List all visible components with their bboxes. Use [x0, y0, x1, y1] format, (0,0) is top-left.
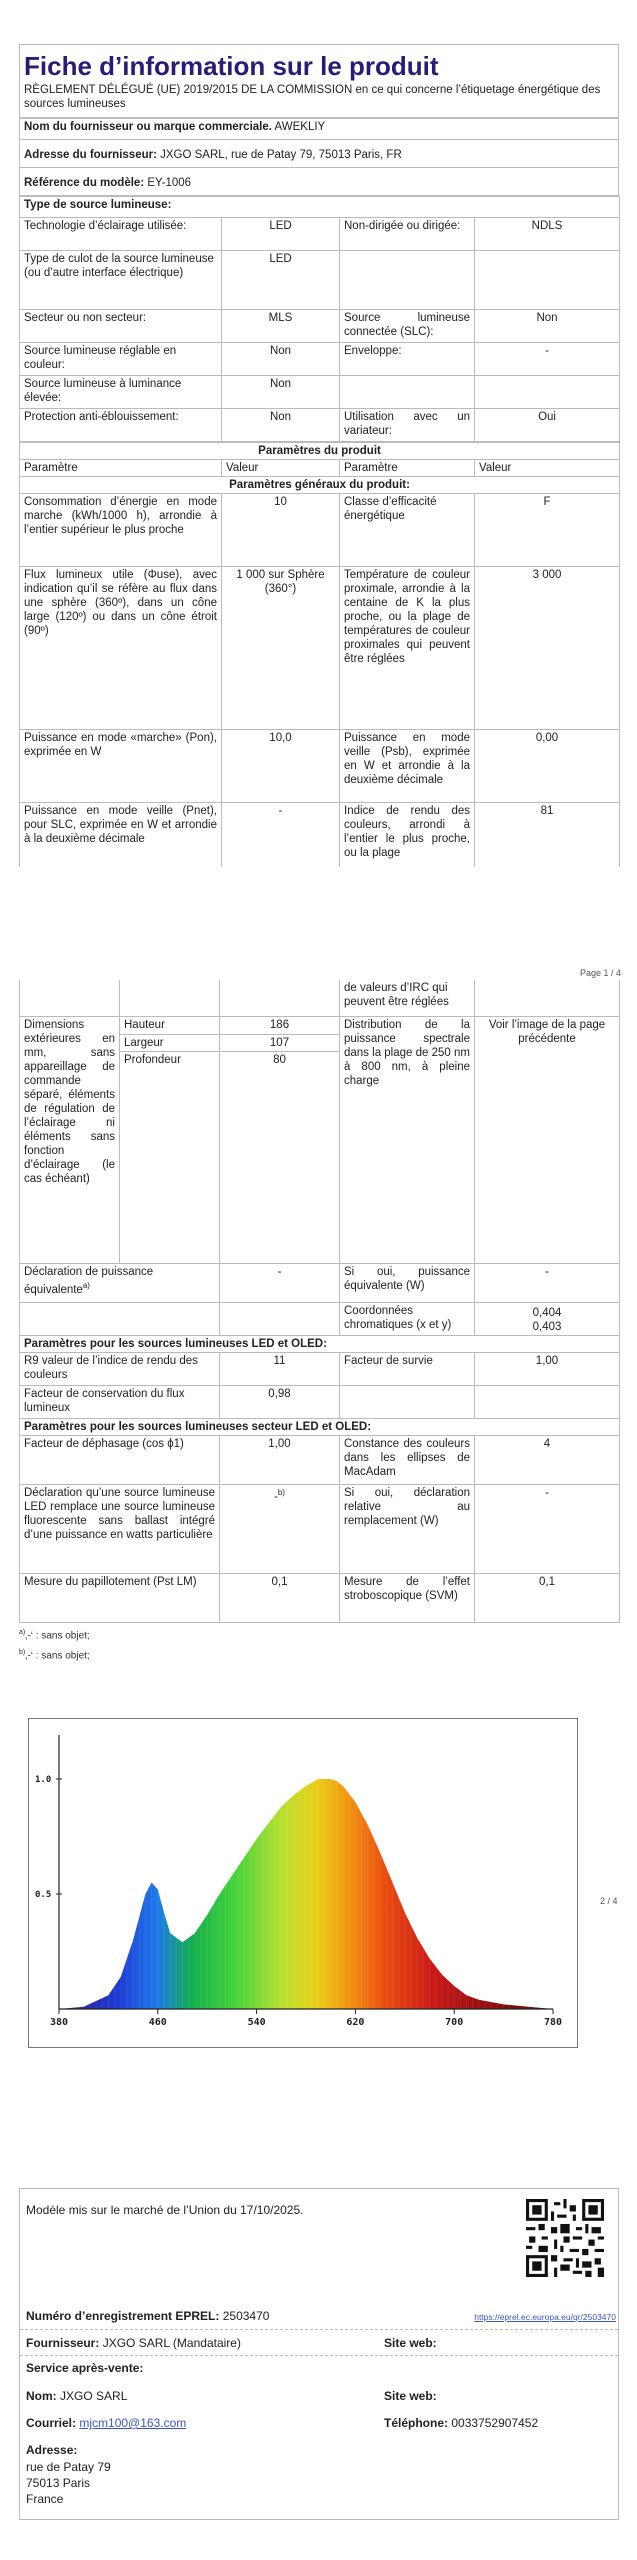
- height-label: Hauteur: [120, 1017, 220, 1035]
- networked-standby-value: -: [222, 803, 340, 868]
- height-value: 186: [220, 1017, 340, 1035]
- colour-consistency-value: 4: [475, 1436, 620, 1485]
- anti-glare-value: Non: [222, 409, 340, 442]
- high-luminance-label: Source lumineuse à luminance élevée:: [20, 376, 222, 409]
- page-title: Fiche d’information sur le produit: [19, 44, 619, 83]
- high-luminance-value: Non: [222, 376, 340, 409]
- standby-power-value: 0,00: [475, 730, 620, 803]
- cct-label: Température de couleur proximale, arrondie à la centaine de K la plus proche, ou la plage de températures de couleur proximales qui peuvent être réglées: [340, 567, 475, 730]
- email-label: Courriel:: [26, 2416, 77, 2430]
- page-number-2: 2 / 4: [600, 1896, 618, 1906]
- chromaticity-label: Coordonnées chromatiques (x et y): [340, 1303, 475, 1336]
- stroboscopic-label: Mesure de l’effet stroboscopique (SVM): [340, 1574, 475, 1623]
- phone-label: Téléphone:: [384, 2416, 449, 2430]
- led-params-heading: Paramètres pour les sources lumineuses LED et OLED:: [20, 1336, 620, 1353]
- eprel-website-label: Site web:: [384, 2336, 437, 2350]
- replacement-watts-value: -: [475, 1485, 620, 1574]
- x-tick-label: 700: [445, 2017, 464, 2028]
- anti-glare-label: Protection anti-éblouissement:: [20, 409, 222, 442]
- eprel-registration: [26, 2309, 269, 2323]
- flicker-label: Mesure du papillotement (Pst LM): [20, 1574, 220, 1623]
- fluorescent-replacement-value: -: [274, 1490, 278, 1503]
- footnote-a-sup: a): [19, 1629, 26, 1636]
- mains-label: Secteur ou non secteur:: [20, 310, 222, 343]
- spectrum-svg: [29, 1719, 577, 2047]
- eprel-section: [19, 2188, 619, 2520]
- lumen-maintenance-label: Facteur de conservation du flux lumineux: [20, 1386, 220, 1419]
- cri-label: Indice de rendu des couleurs, arrondi à l’entier le plus proche, ou la plage: [340, 803, 475, 868]
- equivalent-power-value: -: [220, 1264, 340, 1303]
- params-heading: Paramètres du produit: [20, 443, 620, 460]
- cap-type-label: Type de culot de la source lumineuse: [24, 253, 214, 265]
- survival-factor-value: 1,00: [475, 1353, 620, 1386]
- after-sales-name: [26, 2389, 127, 2403]
- footnote-b: [19, 1649, 619, 1661]
- after-sales-name-label: Nom:: [26, 2389, 57, 2403]
- y-tick-label: 1.0: [35, 1775, 52, 1785]
- after-sales-phone: [384, 2416, 538, 2430]
- colour-tunable-value: Non: [222, 343, 340, 376]
- supplier-name-label: Nom du fournisseur ou marque commerciale.: [24, 121, 272, 133]
- source-type-table: [19, 196, 620, 442]
- empty-cell: [475, 251, 620, 310]
- footnote-a-ref: a): [82, 1281, 90, 1290]
- after-sales-website-label: Site web:: [384, 2389, 437, 2403]
- x-tick-label: 780: [543, 2017, 563, 2028]
- envelope-label: Enveloppe:: [340, 343, 475, 376]
- qr-code-icon[interactable]: [526, 2199, 604, 2277]
- page-2: [19, 980, 619, 1662]
- y-tick-label: 0.5: [35, 1890, 52, 1900]
- general-params-heading: Paramètres généraux du produit:: [20, 477, 620, 494]
- x-tick-label: 540: [247, 2017, 266, 2028]
- eprel-reg-label: Numéro d’enregistrement EPREL:: [26, 2309, 220, 2323]
- displacement-factor-label: Facteur de déphasage (cos ϕ1): [20, 1436, 220, 1485]
- footnote-b-ref: b): [277, 1488, 285, 1497]
- networked-standby-label: Puissance en mode veille (Pnet), pour SLC, exprimée en W et arrondie à la deuxième décimale: [20, 803, 222, 868]
- mains-led-params-heading: Paramètres pour les sources lumineuses secteur LED et OLED:: [20, 1419, 620, 1436]
- product-params-table: [19, 442, 620, 867]
- col-value-header: Valeur: [475, 460, 620, 477]
- dimensions-label: Dimensions extérieures en mm, sans appareillage de commande séparé, éléments de régulation de l’éclairage ni éléments sans fonction d’éclairage (le cas échéant): [20, 1017, 120, 1264]
- col-param-header: Paramètre: [20, 460, 222, 477]
- address-block: [26, 2459, 111, 2507]
- directional-value: NDLS: [475, 218, 620, 251]
- eprel-supplier-value: JXGO SARL (Mandataire): [102, 2336, 241, 2350]
- product-params-table-continued: [19, 980, 620, 1623]
- equivalent-watts-label: Si oui, puissance équivalente (W): [340, 1264, 475, 1303]
- luminous-flux-value: 1 000 sur Sphère (360°): [222, 567, 340, 730]
- footnote-b-sup: b): [19, 1649, 26, 1657]
- supplier-address-label: Adresse du fournisseur:: [24, 149, 157, 161]
- connected-value: Non: [475, 310, 620, 343]
- fluorescent-replacement-value-cell: [220, 1485, 340, 1574]
- supplier-table: [19, 118, 619, 196]
- eprel-supplier: [26, 2336, 241, 2350]
- page-1: [19, 44, 619, 867]
- address-line-1: rue de Patay 79: [26, 2460, 111, 2474]
- chromaticity-y: 0,403: [532, 1321, 562, 1333]
- x-tick-label: 380: [49, 2017, 69, 2028]
- tech-label: Technologie d’éclairage utilisée:: [20, 218, 222, 251]
- on-mode-power-label: Puissance en mode «marche» (Pon), exprimée en W: [20, 730, 222, 803]
- market-date-text: Modèle mis sur le marché de l’Union du 17/10/2025.: [26, 2203, 304, 2217]
- supplier-name-value: AWEKLIY: [274, 121, 326, 133]
- r9-value: 11: [220, 1353, 340, 1386]
- colour-tunable-label: Source lumineuse réglable en couleur:: [20, 343, 222, 376]
- spectral-power-chart: [28, 1718, 578, 2048]
- equivalent-watts-value: -: [475, 1264, 620, 1303]
- displacement-factor-value: 1,00: [220, 1436, 340, 1485]
- luminous-flux-label: Flux lumineux utile (Φuse), avec indication qu’il se réfère au flux dans une sphère (360º), dans un cône large (120º) ou dans un cône étroit (90º): [20, 567, 222, 730]
- footnote-a-text: ‚-‘ : sans objet;: [25, 1630, 90, 1642]
- footnote-a: [19, 1629, 619, 1641]
- stroboscopic-value: 0,1: [475, 1574, 620, 1623]
- empty-cell: [340, 251, 475, 310]
- cap-type-sublabel: (ou d’autre interface électrique): [24, 267, 184, 279]
- col-param-header: Paramètre: [340, 460, 475, 477]
- energy-class-value: F: [475, 494, 620, 567]
- r9-label: R9 valeur de l’indice de rendu des couleurs: [20, 1353, 220, 1386]
- supplier-address-value: JXGO SARL, rue de Patay 79, 75013 Paris, FR: [160, 149, 402, 161]
- eprel-supplier-label: Fournisseur:: [26, 2336, 100, 2350]
- energy-class-label: Classe d’efficacité énergétique: [340, 494, 475, 567]
- eprel-reg-value: 2503470: [222, 2309, 270, 2323]
- model-ref-label: Référence du modèle:: [24, 177, 145, 189]
- after-sales-heading: Service après-vente:: [26, 2361, 144, 2375]
- dimmable-value: Oui: [475, 409, 620, 442]
- model-ref-value: EY-1006: [147, 177, 192, 189]
- cct-value: 3 000: [475, 567, 620, 730]
- page-number: Page 1 / 4: [580, 968, 622, 978]
- eprel-url-link[interactable]: https://eprel.ec.europa.eu/qr/2503470: [474, 2312, 616, 2322]
- cri-value: 81: [475, 803, 620, 868]
- tech-value: LED: [222, 218, 340, 251]
- directional-label: Non-dirigée ou dirigée:: [340, 218, 475, 251]
- depth-value: 80: [220, 1052, 340, 1264]
- spectral-distribution-value: Voir l’image de la page précédente: [475, 1017, 620, 1264]
- x-tick-label: 460: [148, 2017, 167, 2028]
- phone-value: 0033752907452: [451, 2416, 539, 2430]
- col-value-header: Valeur: [222, 460, 340, 477]
- cap-type-cell: [20, 251, 222, 310]
- address-line-3: France: [26, 2492, 64, 2506]
- chromaticity-x: 0,404: [532, 1307, 562, 1319]
- depth-label: Profondeur: [120, 1052, 220, 1264]
- lumen-maintenance-value: 0,98: [220, 1386, 340, 1419]
- cap-type-value: LED: [222, 251, 340, 310]
- colour-consistency-label: Constance des couleurs dans les ellipses de MacAdam: [340, 1436, 475, 1485]
- regulation-text: RÈGLEMENT DÉLÉGUÉ (UE) 2019/2015 DE LA COMMISSION en ce qui concerne l’étiquetage énergétique des sources lumineuses: [19, 83, 619, 118]
- dimmable-label: Utilisation avec un variateur:: [340, 409, 475, 442]
- mains-value: MLS: [222, 310, 340, 343]
- on-mode-power-value: 10,0: [222, 730, 340, 803]
- connected-label: Source lumineuse connectée (SLC):: [340, 310, 475, 343]
- width-label: Largeur: [120, 1034, 220, 1052]
- empty-cell: [340, 376, 475, 409]
- cri-label-continued: de valeurs d’IRC qui peuvent être réglées: [340, 980, 475, 1017]
- after-sales-email: [26, 2416, 186, 2430]
- footnote-b-text: ‚-‘ : sans objet;: [25, 1650, 90, 1662]
- source-type-heading: Type de source lumineuse:: [20, 197, 620, 218]
- x-tick-label: 620: [346, 2017, 365, 2028]
- envelope-value: -: [475, 343, 620, 376]
- replacement-watts-label: Si oui, déclaration relative au remplacement (W): [340, 1485, 475, 1574]
- survival-factor-label: Facteur de survie: [340, 1353, 475, 1386]
- address-line-2: 75013 Paris: [26, 2476, 91, 2490]
- equivalent-power-label-cell: [20, 1264, 220, 1303]
- spectral-distribution-label: Distribution de la puissance spectrale dans la plage de 250 nm à 800 nm, à pleine charge: [340, 1017, 475, 1264]
- email-link[interactable]: mjcm100@163.com: [79, 2416, 187, 2430]
- flicker-value: 0,1: [220, 1574, 340, 1623]
- after-sales-name-value: JXGO SARL: [60, 2389, 128, 2403]
- chromaticity-value: [475, 1303, 620, 1336]
- standby-power-label: Puissance en mode veille (Psb), exprimée en W et arrondie à la deuxième décimale: [340, 730, 475, 803]
- energy-consumption-label: Consommation d’énergie en mode marche (kWh/1000 h), arrondie à l’entier supérieur le plus proche: [20, 494, 222, 567]
- energy-consumption-value: 10: [222, 494, 340, 567]
- empty-cell: [475, 376, 620, 409]
- width-value: 107: [220, 1034, 340, 1052]
- address-label: Adresse:: [26, 2443, 78, 2457]
- equivalent-power-label: Déclaration de puissance équivalente: [24, 1266, 154, 1296]
- fluorescent-replacement-label: Déclaration qu’une source lumineuse LED remplace une source lumineuse fluorescente sans ballast intégré d’une puissance en watts particulière: [20, 1485, 220, 1574]
